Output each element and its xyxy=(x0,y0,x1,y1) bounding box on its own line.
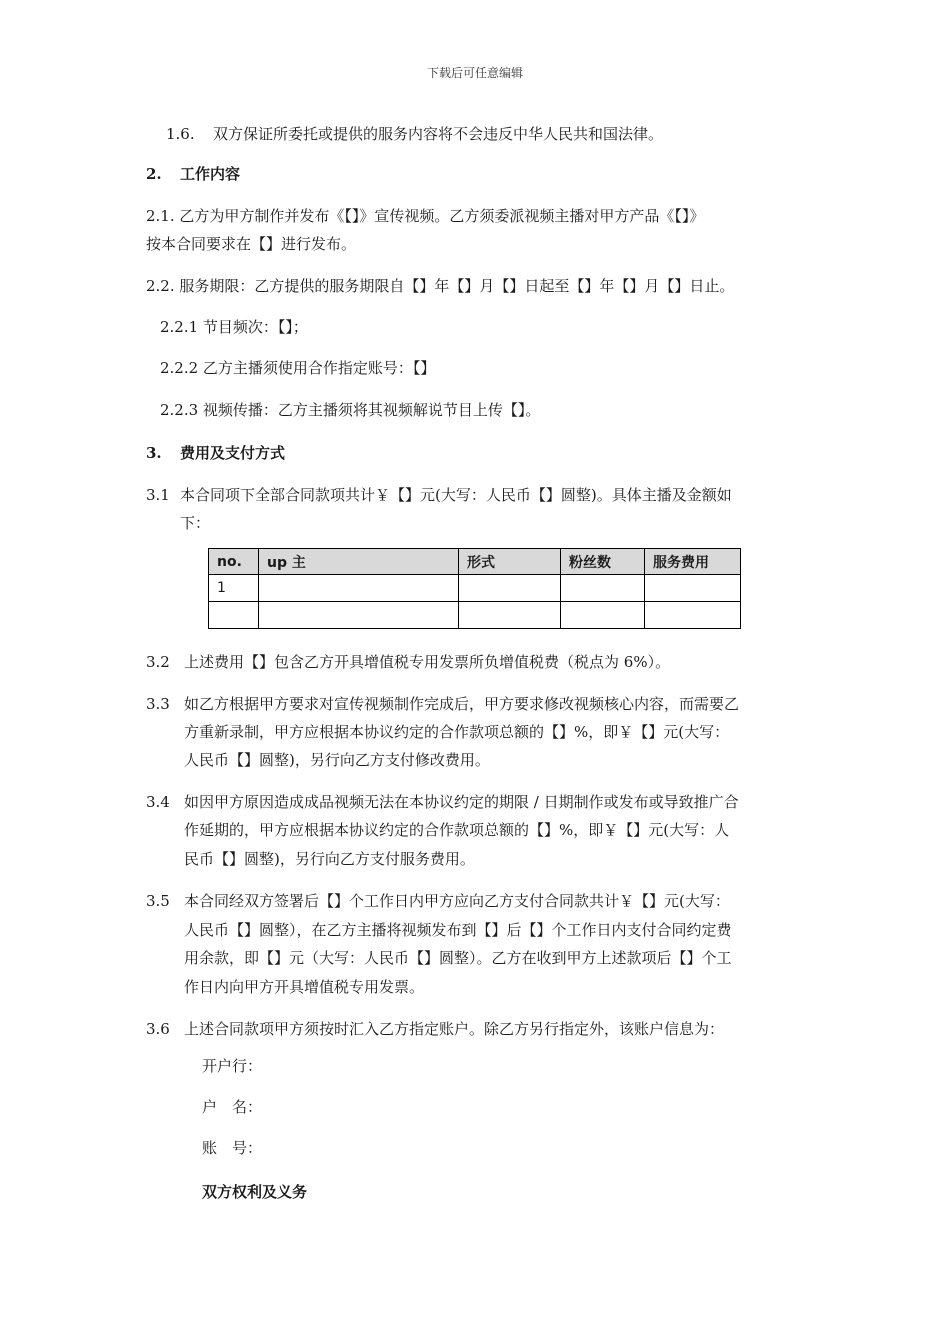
section-number: 1.6. xyxy=(166,125,195,143)
clause-3-4-line1: 如因甲方原因造成成品视频无法在本协议约定的期限 / 日期制作或发布或导致推广合 xyxy=(184,793,739,811)
table-cell xyxy=(459,602,561,629)
column-header: 粉丝数 xyxy=(561,549,645,575)
section-number: 3.3 xyxy=(146,695,170,713)
section-number: 3.4 xyxy=(146,793,170,811)
account-name-label: 户 名： xyxy=(202,1098,263,1116)
table-cell xyxy=(561,602,645,629)
section-heading-fees: 费用及支付方式 xyxy=(180,444,286,462)
clause-2-2-1: 2.2.1 节目频次：【】； xyxy=(160,318,308,336)
clause-3-3-line2: 方重新录制，甲方应根据本协议约定的合作款项总额的【】%，即￥【】元(大写： xyxy=(184,723,730,741)
clause-3-5-line2: 人民币【】圆整），在乙方主播将视频发布到【】后【】个工作日内支付合同约定费 xyxy=(184,921,732,939)
clause-3-2: 上述费用【】包含乙方开具增值税专用发票所负增值税费（税点为 6%）。 xyxy=(184,653,671,671)
clause-3-3-line1: 如乙方根据甲方要求对宣传视频制作完成后，甲方要求修改视频核心内容，而需要乙 xyxy=(184,695,740,713)
clause-3-1-line1: 本合同项下全部合同款项共计￥【】元(大写：人民币【】圆整)。具体主播及金额如 xyxy=(180,486,732,504)
clause-1-6: 双方保证所委托或提供的服务内容将不会违反中华人民共和国法律。 xyxy=(213,125,664,143)
clause-2-2: 2.2. 服务期限：乙方提供的服务期限自【】年【】月【】日起至【】年【】月【】日止。 xyxy=(146,277,735,295)
column-header: up 主 xyxy=(259,549,459,575)
page-header: 下载后可任意编辑 xyxy=(426,66,523,80)
clause-3-3-line3: 人民币【】圆整)，另行向乙方支付修改费用。 xyxy=(184,751,490,769)
table-cell xyxy=(209,602,259,629)
table-row xyxy=(209,602,741,629)
clause-2-2-3: 2.2.3 视频传播：乙方主播须将其视频解说节目上传【】。 xyxy=(160,401,541,419)
table-row xyxy=(209,575,741,602)
section-heading-rights: 双方权利及义务 xyxy=(202,1183,308,1201)
clause-3-4-line2: 作延期的，甲方应根据本协议约定的合作款项总额的【】%，即￥【】元(大写：人 xyxy=(184,821,730,839)
clause-2-2-2: 2.2.2 乙方主播须使用合作指定账号：【】 xyxy=(160,359,436,377)
column-header: 形式 xyxy=(459,549,561,575)
account-number-label: 账 号： xyxy=(202,1139,263,1157)
clause-2-1-line1: 2.1. 乙方为甲方制作并发布《【】》宣传视频。乙方须委派视频主播对甲方产品《【】》 xyxy=(146,207,705,225)
account-bank-label: 开户行： xyxy=(202,1057,263,1075)
clause-3-1-line2: 下： xyxy=(180,514,211,532)
clause-3-6: 上述合同款项甲方须按时汇入乙方指定账户。除乙方另行指定外，该账户信息为： xyxy=(184,1020,725,1038)
table-cell xyxy=(259,602,459,629)
section-heading-work: 工作内容 xyxy=(180,165,241,183)
column-header: no. xyxy=(209,549,259,575)
clause-3-4-line3: 民币【】圆整)，另行向乙方支付服务费用。 xyxy=(184,850,475,868)
section-number: 3.5 xyxy=(146,892,170,910)
table-cell xyxy=(645,575,741,602)
clause-3-5-line3: 用余款，即【】元（大写：人民币【】圆整）。乙方在收到甲方上述款项后【】个工 xyxy=(184,949,732,967)
column-header: 服务费用 xyxy=(645,549,741,575)
table-cell xyxy=(259,575,459,602)
fee-table xyxy=(208,548,741,629)
table-cell: 1 xyxy=(209,575,259,602)
clause-2-1-line2: 按本合同要求在【】进行发布。 xyxy=(146,235,357,253)
section-number: 3.2 xyxy=(146,653,170,671)
clause-3-5-line4: 作日内向甲方开具增值税专用发票。 xyxy=(184,978,425,996)
section-number: 3.6 xyxy=(146,1020,170,1038)
table-cell xyxy=(561,575,645,602)
section-number: 3.1 xyxy=(146,486,170,504)
clause-3-5-line1: 本合同经双方签署后【】个工作日内甲方应向乙方支付合同款共计￥【】元(大写： xyxy=(184,892,730,910)
section-number: 2. xyxy=(146,165,162,183)
section-number: 3. xyxy=(146,444,162,462)
table-cell xyxy=(645,602,741,629)
table-header-row xyxy=(209,549,741,575)
table-cell xyxy=(459,575,561,602)
